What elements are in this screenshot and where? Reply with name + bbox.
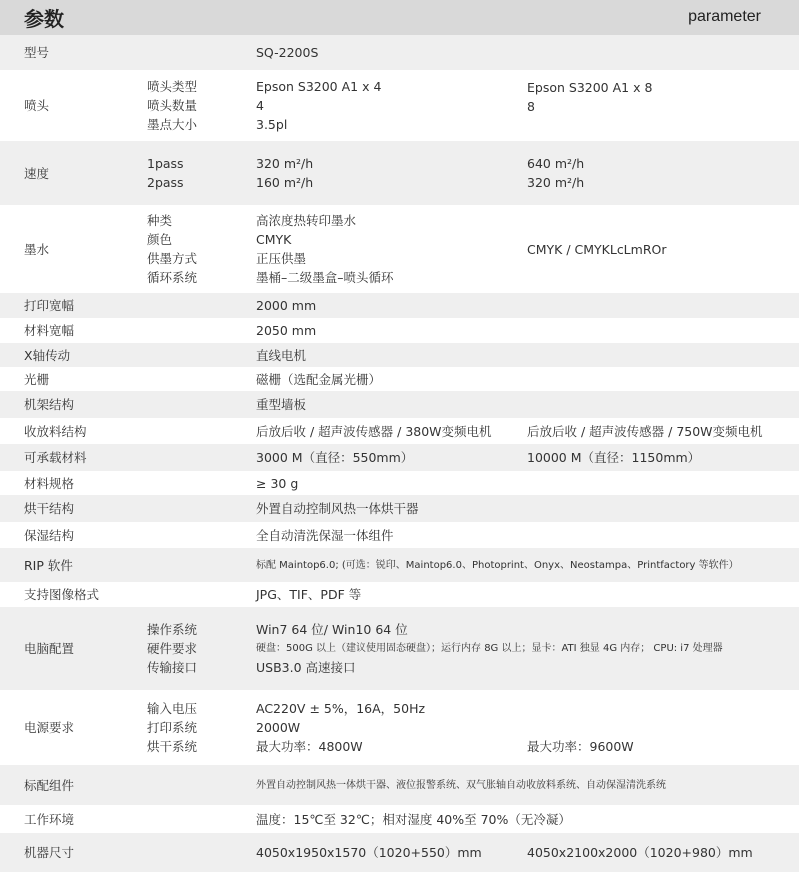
spec-value-text: 640 m²/h <box>527 156 585 171</box>
spec-row <box>0 690 799 765</box>
spec-value-b <box>527 205 797 293</box>
spec-label <box>24 141 142 205</box>
spec-sublabel: 输入电压 <box>147 701 198 716</box>
spec-label-text: 打印宽幅 <box>24 298 75 313</box>
spec-row <box>0 833 799 872</box>
spec-label <box>24 582 142 607</box>
spec-label <box>24 805 142 833</box>
spec-value-a <box>256 71 524 140</box>
spec-label <box>24 35 142 70</box>
spec-row <box>0 418 799 444</box>
spec-label <box>24 765 142 805</box>
spec-value-text: USB3.0 高速接口 <box>256 660 356 675</box>
spec-label-text: 支持图像格式 <box>24 587 100 602</box>
spec-value-text: 2000W <box>256 720 301 735</box>
spec-value-a <box>256 607 796 690</box>
spec-label-text: 保湿结构 <box>24 527 75 543</box>
spec-value-text: 2000 mm <box>256 298 317 313</box>
spec-label-text: 收放料结构 <box>24 423 87 439</box>
spec-value-text: 温度：15℃至 32℃；相对湿度 40%至 70%（无冷凝） <box>256 811 571 827</box>
spec-label <box>24 495 142 522</box>
spec-value-text: 高浓度热转印墨水 <box>256 213 357 228</box>
spec-value-text: 4 <box>256 98 264 113</box>
spec-value-text: 最大功率：4800W <box>256 739 363 754</box>
spec-label <box>24 391 142 418</box>
spec-sublabel: 烘干系统 <box>147 739 198 754</box>
spec-value-text: 重型墙板 <box>256 397 307 412</box>
spec-value-text: 4050x1950x1570（1020+550）mm <box>256 845 482 860</box>
spec-row <box>0 805 799 833</box>
spec-value-text: 后放后收 / 超声波传感器 / 750W变频电机 <box>527 423 763 439</box>
spec-sublabel: 墨点大小 <box>147 117 198 132</box>
spec-label <box>24 548 142 582</box>
spec-value-text: 磁栅（选配金属光栅） <box>256 371 382 387</box>
spec-value-a <box>256 391 796 418</box>
spec-value-a <box>256 805 796 833</box>
spec-value-a <box>256 495 796 522</box>
spec-row <box>0 205 799 293</box>
spec-value-text: ≥ 30 g <box>256 475 299 491</box>
spec-value-text: 外置自动控制风热一体烘干器 <box>256 501 419 516</box>
spec-label-text: 电脑配置 <box>24 641 75 656</box>
spec-label-text: 机器尺寸 <box>24 845 75 860</box>
spec-value-a <box>256 690 524 765</box>
spec-value-text: 320 m²/h <box>527 175 585 190</box>
spec-label <box>24 471 142 495</box>
spec-label-text: 光栅 <box>24 371 50 387</box>
spec-label-text: 材料规格 <box>24 475 75 491</box>
spec-label <box>24 343 142 367</box>
spec-label-text: RIP 软件 <box>24 557 73 573</box>
spec-label <box>24 367 142 391</box>
spec-value-text: 直线电机 <box>256 347 307 363</box>
spec-value-text: AC220V ± 5%，16A，50Hz <box>256 701 426 716</box>
spec-row <box>0 367 799 391</box>
spec-sublabel: 传输接口 <box>147 660 198 675</box>
spec-value-text: CMYK <box>256 232 292 247</box>
page-subtitle: parameter <box>688 8 761 25</box>
spec-row <box>0 607 799 690</box>
spec-label-text: 电源要求 <box>24 720 75 735</box>
spec-sublabel: 操作系统 <box>147 622 198 637</box>
spec-sublabel: 供墨方式 <box>147 251 198 266</box>
spec-label-text: 喷头 <box>24 98 50 113</box>
spec-value-b <box>527 71 797 140</box>
spec-value-b <box>527 444 797 471</box>
spec-sublabel: 硬件要求 <box>147 641 198 656</box>
spec-row <box>0 522 799 548</box>
spec-label <box>24 318 142 343</box>
spec-value-b <box>527 418 797 444</box>
spec-label <box>24 690 142 765</box>
spec-value-text: Win7 64 位/ Win10 64 位 <box>256 622 408 637</box>
spec-label-text: 标配组件 <box>24 777 75 793</box>
spec-label-text: 型号 <box>24 45 50 60</box>
spec-sublabel: 打印系统 <box>147 720 198 735</box>
spec-row <box>0 582 799 607</box>
spec-sublabel: 种类 <box>147 213 173 228</box>
spec-row <box>0 141 799 205</box>
spec-row <box>0 318 799 343</box>
spec-value-text: Epson S3200 A1 x 4 <box>256 79 382 94</box>
spec-value-text: Epson S3200 A1 x 8 <box>527 80 653 95</box>
spec-value-text: 3000 M（直径：550mm） <box>256 450 414 465</box>
spec-label-text: 可承载材料 <box>24 450 87 465</box>
spec-sublabels <box>147 690 252 765</box>
spec-value-a <box>256 548 796 582</box>
spec-value-a <box>256 205 524 293</box>
spec-value-text: 硬盘：500G 以上（建议使用固态硬盘）；运行内存 8G 以上；显卡：ATI 独显 4G 内存； CPU: i7 处理器 <box>256 643 723 654</box>
spec-value-a <box>256 141 524 205</box>
spec-value-text: 320 m²/h <box>256 156 314 171</box>
spec-value-b <box>527 833 797 872</box>
spec-row <box>0 35 799 70</box>
spec-value-a <box>256 35 796 70</box>
spec-value-a <box>256 833 524 872</box>
spec-sublabels <box>147 71 252 140</box>
spec-label-text: 机架结构 <box>24 397 75 412</box>
spec-sublabel: 喷头数量 <box>147 98 198 113</box>
spec-value-text: 最大功率：9600W <box>527 739 634 754</box>
spec-value-text: 外置自动控制风热一体烘干器、液位报警系统、双气胀轴自动收放料系统、自动保湿清洗系统 <box>256 779 666 791</box>
spec-value-a <box>256 293 796 318</box>
header-bar <box>0 0 799 35</box>
spec-label-text: 速度 <box>24 165 50 181</box>
spec-row <box>0 471 799 495</box>
spec-sublabels <box>147 205 252 293</box>
spec-value-text: 墨桶–二级墨盒–喷头循环 <box>256 270 394 285</box>
spec-value-text: 标配 Maintop6.0; (可选：锐印、Maintop6.0、Photoprint、Onyx、Neostampa、Printfactory 等软件） <box>256 559 739 571</box>
spec-row <box>0 548 799 582</box>
spec-value-a <box>256 318 796 343</box>
spec-label <box>24 71 142 140</box>
spec-value-text: JPG、TIF、PDF 等 <box>256 587 362 602</box>
spec-row <box>0 444 799 471</box>
spec-label-text: 材料宽幅 <box>24 323 75 338</box>
spec-value-text: 3.5pl <box>256 117 288 132</box>
spec-label <box>24 293 142 318</box>
spec-value-a <box>256 522 796 548</box>
spec-value-a <box>256 418 524 444</box>
spec-label <box>24 205 142 293</box>
spec-row <box>0 495 799 522</box>
spec-value-a <box>256 444 524 471</box>
spec-value-b <box>527 141 797 205</box>
spec-row <box>0 293 799 318</box>
spec-sublabel: 1pass <box>147 156 184 171</box>
spec-sublabel: 喷头类型 <box>147 79 198 94</box>
spec-label <box>24 418 142 444</box>
spec-sublabel: 2pass <box>147 175 184 190</box>
spec-value-text: 8 <box>527 99 535 114</box>
spec-value-b <box>527 690 797 765</box>
spec-value-text: 后放后收 / 超声波传感器 / 380W变频电机 <box>256 423 492 439</box>
spec-sublabels <box>147 607 252 690</box>
page-title: 参数 <box>24 7 64 31</box>
spec-label-text: 烘干结构 <box>24 501 75 516</box>
spec-value-text: 4050x2100x2000（1020+980）mm <box>527 845 753 860</box>
spec-value-text: SQ-2200S <box>256 45 319 60</box>
spec-row <box>0 765 799 805</box>
spec-label <box>24 607 142 690</box>
spec-value-text: 10000 M（直径：1150mm） <box>527 450 701 465</box>
spec-value-a <box>256 582 796 607</box>
spec-value-a <box>256 343 796 367</box>
spec-label <box>24 833 142 872</box>
spec-sublabel: 循环系统 <box>147 270 198 285</box>
spec-label-text: X轴传动 <box>24 347 71 363</box>
spec-value-text: 2050 mm <box>256 323 317 338</box>
spec-value-a <box>256 471 796 495</box>
spec-sublabel: 颜色 <box>147 232 173 247</box>
spec-value-text: 全自动清洗保湿一体组件 <box>256 527 394 543</box>
spec-value-text: 正压供墨 <box>256 251 307 266</box>
spec-row <box>0 71 799 140</box>
spec-row <box>0 343 799 367</box>
spec-row <box>0 391 799 418</box>
spec-label <box>24 522 142 548</box>
spec-value-a <box>256 367 796 391</box>
spec-value-text: 160 m²/h <box>256 175 314 190</box>
spec-sublabels <box>147 141 252 205</box>
spec-label-text: 墨水 <box>24 241 50 257</box>
spec-label-text: 工作环境 <box>24 811 75 827</box>
spec-label <box>24 444 142 471</box>
spec-value-text: CMYK / CMYKLcLmROr <box>527 241 667 257</box>
spec-value-a <box>256 765 796 805</box>
